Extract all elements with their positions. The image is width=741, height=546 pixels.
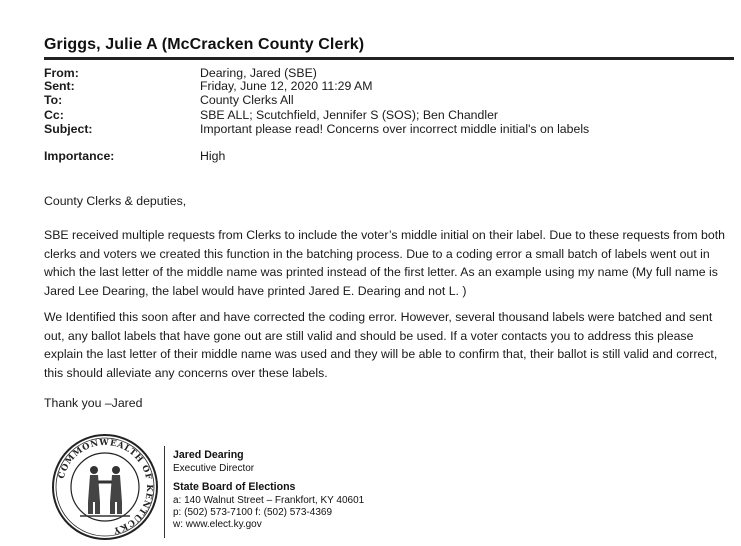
sent-value: Friday, June 12, 2020 11:29 AM — [200, 79, 373, 93]
title-divider — [44, 57, 734, 60]
signature-web[interactable]: w: www.elect.ky.gov — [173, 519, 262, 530]
importance-label: Importance: — [44, 149, 115, 163]
mailbox-owner-title: Griggs, Julie A (McCracken County Clerk) — [44, 36, 365, 53]
email-paragraph-2: We Identified this soon after and have corrected the coding error. However, several thousand labels were batched and sent out, any ballot labels that have gone out are still valid and should be used. If a voter contacts you to address this please explain the last letter of their middle name was used and they will be able to confirm that, their ballot is still valid and correct, this should alleviate any concerns over these labels. — [44, 310, 718, 380]
email-closing: Thank you –Jared — [44, 396, 143, 410]
to-value: County Clerks All — [200, 93, 294, 107]
email-greeting: County Clerks & deputies, — [44, 194, 187, 208]
signature-name: Jared Dearing — [173, 449, 244, 461]
kentucky-seal-icon — [50, 432, 160, 542]
seal-text: COMMONWEALTH OF KENTUCKY — [55, 436, 156, 537]
signature-phone-fax: p: (502) 573-7100 f: (502) 573-4369 — [173, 507, 332, 518]
signature-divider — [164, 446, 165, 538]
signature-org: State Board of Elections — [173, 481, 296, 493]
cc-value: SBE ALL; Scutchfield, Jennifer S (SOS); Ben Chandler — [200, 108, 499, 122]
importance-value: High — [200, 149, 226, 163]
subject-value: Important please read! Concerns over incorrect middle initial's on labels — [200, 122, 590, 136]
email-paragraph-1: SBE received multiple requests from Clerks to include the voter’s middle initial on their label. Due to these requests from both clerks and voters we created this function in the batching process. Due to a coding error a small batch of labels went out in which the last letter of the middle name was printed instead of the first letter. As an example using my name (My full name is Jared Lee Dearing, the label would have printed Jared E. Dearing and not L. ) — [44, 228, 725, 298]
cc-label: Cc: — [44, 108, 64, 122]
subject-label: Subject: — [44, 122, 93, 136]
signature-address: a: 140 Walnut Street – Frankfort, KY 40601 — [173, 495, 365, 506]
to-label: To: — [44, 93, 63, 107]
from-label: From: — [44, 66, 79, 80]
sent-label: Sent: — [44, 79, 75, 93]
from-value: Dearing, Jared (SBE) — [200, 66, 317, 80]
signature-title: Executive Director — [173, 463, 255, 474]
